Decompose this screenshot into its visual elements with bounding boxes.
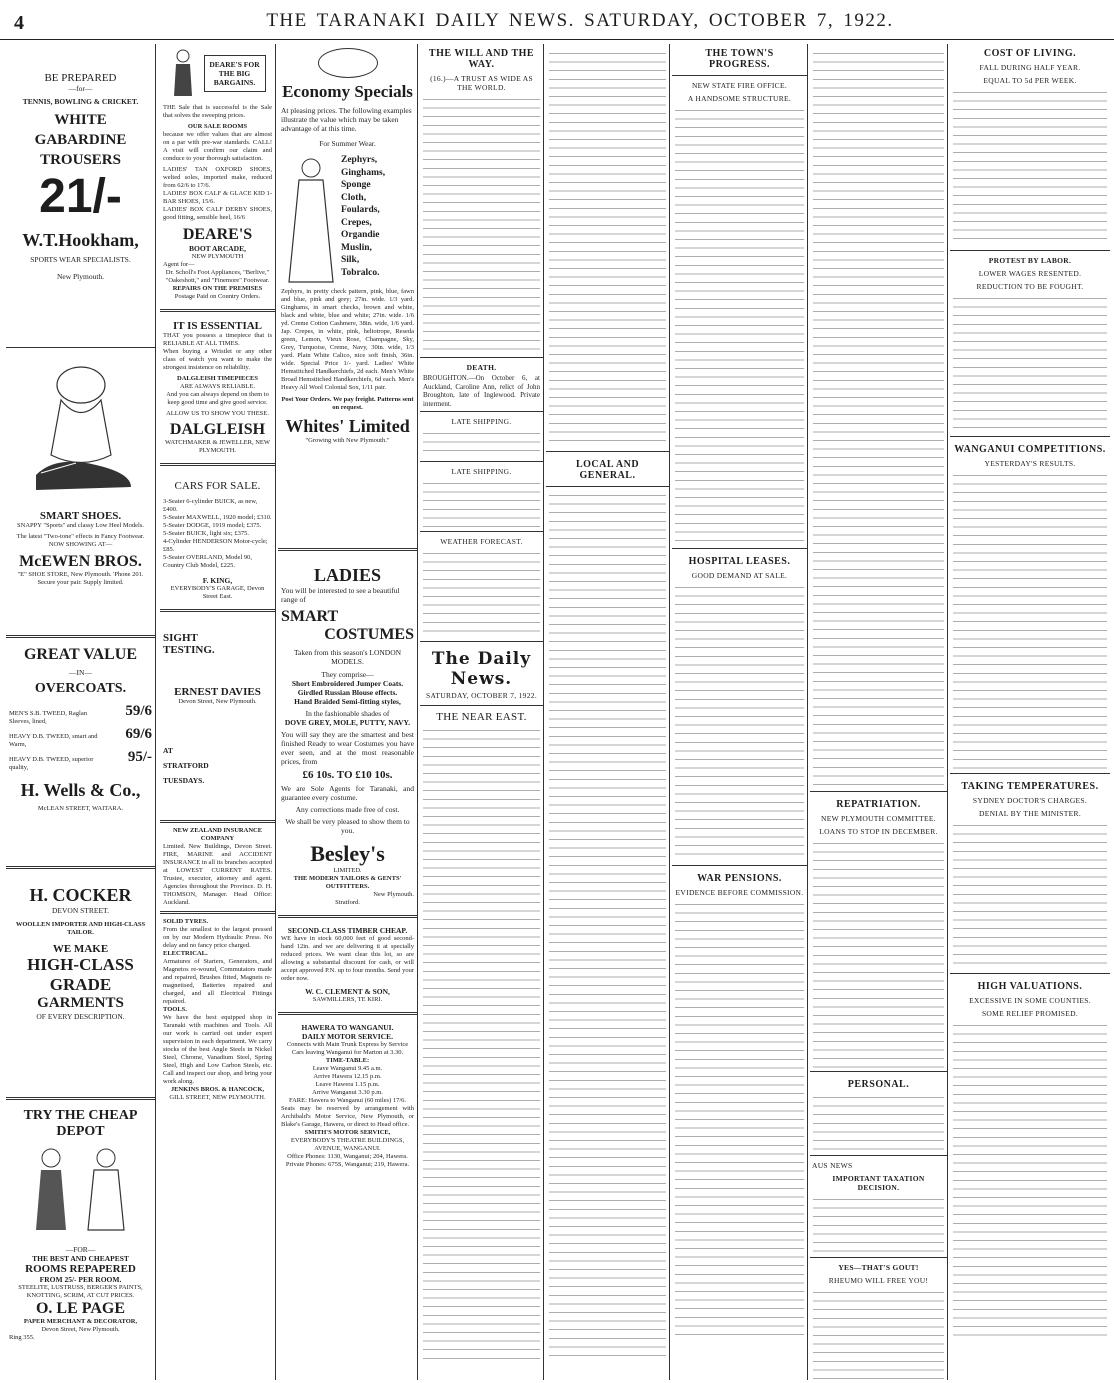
car-item: 5-Seater MAXWELL, 1920 model; £310. [163, 514, 272, 521]
taxation-title: IMPORTANT TAXATION DECISION. [832, 1174, 925, 1192]
ladies-title: LADIES [313, 565, 382, 585]
will-title: THE WILL AND THE WAY. [428, 48, 535, 70]
dalgleish-text2: When buying a Wristlet or any other class of watch you want to make the strongest insistence on reliability. [163, 348, 272, 371]
ladies-corrections: Any corrections made free of cost. [295, 805, 400, 814]
fabric-item: Cloth, [341, 192, 367, 203]
timber-ad [278, 922, 417, 1008]
hookham-name: W.T.Hookham, [22, 230, 139, 250]
temperatures-title: TAKING TEMPERATURES. [961, 781, 1099, 792]
hookham-line3: TENNIS, BOWLING & CRICKET. [22, 97, 139, 106]
smart-shoes-text2: The latest "Two-tone" effects in Fancy Footwear. NOW SHOWING AT— [16, 533, 145, 548]
daily-news-masthead: The Daily News. [431, 649, 532, 690]
fabric-item: Tobralco. [341, 267, 380, 278]
article-text [423, 725, 540, 1365]
besley-name: Besley's [310, 841, 385, 866]
late-shipping-title: LATE SHIPPING. [451, 467, 512, 477]
insurance-ad [160, 827, 275, 907]
will-subtitle: (16.)—A TRUST AS WIDE AS THE WORLD. [430, 74, 533, 92]
tyres-title: SOLID TYRES. [163, 918, 209, 925]
wells-ad [6, 642, 155, 862]
timber-title: SECOND-CLASS TIMBER CHEAP. [287, 926, 408, 935]
sight-name: ERNEST DAVIES [174, 686, 261, 698]
timber-name: W. C. CLEMENT & SON, [305, 987, 390, 996]
article-text [675, 105, 804, 545]
dalgleish-tag2: ARE ALWAYS RELIABLE. [180, 383, 255, 390]
car-item: 5-Seater OVERLAND, Model 90, Country Club Model, £225. [163, 554, 252, 569]
dalgleish-title: IT IS ESSENTIAL [172, 320, 263, 332]
sight-line2: TESTING. [163, 644, 215, 656]
costume-item: Hand Braided Semi-fitting styles, [294, 697, 401, 706]
overcoat-row [9, 703, 152, 726]
deare-rooms: OUR SALE ROOMS [187, 123, 248, 130]
costume-item: Short Embroidered Jumper Coats. [291, 679, 404, 688]
cost-of-living-title: COST OF LIVING. [983, 48, 1077, 59]
cocker-line2: GRADE [49, 975, 112, 994]
fabric-item: Silk, [341, 255, 360, 265]
column-3 [278, 44, 418, 1380]
ladies-colours: DOVE GREY, MOLE, PUTTY, NAVY. [284, 718, 411, 727]
hospital-subtitle: GOOD DEMAND AT SALE. [691, 571, 788, 580]
deare-postage: Postage Paid on Country Orders. [174, 293, 261, 300]
article-text [675, 582, 804, 862]
fabric-item: Ginghams, [341, 167, 386, 178]
late-shipping-title: LATE SHIPPING. [451, 417, 512, 427]
besley-ad [278, 555, 417, 911]
motor-private: Private Phones: 675S, Wanganui; 219, Hawera. [285, 1161, 410, 1168]
insurance-title: NEW ZEALAND INSURANCE COMPANY [172, 827, 263, 842]
cocker-name: H. COCKER [29, 885, 132, 905]
valuations-subtitle: EXCESSIVE IN SOME COUNTIES. [969, 996, 1091, 1005]
sight-address: Devon Street, New Plymouth. [178, 698, 257, 705]
motor-name: SMITH'S MOTOR SERVICE, [304, 1129, 391, 1136]
depot-price: FROM 25/- PER ROOM. [39, 1275, 122, 1284]
article-text [813, 1287, 944, 1380]
cocker-line1: HIGH-CLASS [27, 955, 134, 974]
column-1 [6, 44, 156, 1380]
depot-line3: STEELITE, LUSTRUSS, BERGER'S PAINTS, KNOTTING, SCRIM, AT CUT PRICES. [18, 1284, 143, 1299]
column-5 [546, 44, 670, 1380]
valuations-subtitle2: SOME RELIEF PROMISED. [981, 1009, 1079, 1018]
fabric-item: Crepes, [341, 217, 372, 228]
repatriation-subtitle: NEW PLYMOUTH COMMITTEE. [821, 814, 936, 823]
article-text [813, 838, 944, 1068]
dalgleish-tag: DALGLEISH TIMEPIECES [177, 375, 258, 382]
fabric-item: Organdie [341, 230, 380, 240]
besley-town2: Stratford. [335, 899, 360, 906]
cars-address: EVERYBODY'S GARAGE, Devon Street East. [170, 585, 265, 600]
wanganui-subtitle: YESTERDAY'S RESULTS. [984, 459, 1076, 468]
whites-logo [318, 48, 378, 78]
article-text [953, 820, 1107, 970]
article-text [549, 48, 666, 448]
fabric-item: Muslin, [341, 242, 372, 253]
overcoat-row [9, 726, 152, 749]
ladies-intro: You will be interested to see a beautiful range of [281, 586, 400, 604]
depot-trade: PAPER MERCHANT & DECORATOR, [23, 1318, 138, 1325]
deare-item: LADIES' BOX CALF DERBY SHOES, good fitting, sensible heel, 16/6 [163, 206, 272, 221]
article-text [423, 94, 540, 354]
deare-agent-text: Dr. Scholl's Foot Appliances, "Berlive," "Oakeshott," and "Finemore" Footwear. [165, 269, 270, 284]
deare-repairs: REPAIRS ON THE PREMISES [172, 285, 263, 292]
fabric-list [341, 154, 385, 284]
progress-title: THE TOWN'S PROGRESS. [705, 48, 774, 70]
depot-ad [6, 1104, 155, 1346]
gout-subtitle: RHEUMO WILL FREE YOU! [828, 1276, 929, 1285]
deare-agent: Agent for— [163, 261, 195, 268]
cocker-trade: WOOLLEN IMPORTER AND HIGH-CLASS TAILOR. [15, 921, 146, 936]
depot-line1: THE BEST AND CHEAPEST [32, 1254, 129, 1263]
article-text [953, 1020, 1107, 1340]
figure-illustration [281, 154, 341, 284]
weather-title: WEATHER FORECAST. [440, 537, 523, 547]
hookham-line1: BE PREPARED [44, 72, 117, 84]
whites-title: Economy Specials [282, 82, 413, 101]
wells-in: —IN— [69, 668, 92, 677]
war-pensions-title: WAR PENSIONS. [697, 873, 782, 884]
hospital-title: HOSPITAL LEASES. [688, 556, 791, 567]
depot-address: Devon Street, New Plymouth. [41, 1326, 120, 1333]
article-text [675, 899, 804, 1339]
overcoat-desc: HEAVY D.B. TWEED, smart and Warm, [9, 733, 98, 748]
timber-text: WE have in stock 60,000 feet of good second-hand 12in. and we are delivering it at specially reduced prices. We want clear this lot, so are allowing a substantial discount for cash, or will accept approved P.N. up to four months. Send your order now. [281, 935, 414, 982]
shoe-illustration [16, 355, 146, 505]
fabric-item: Sponge [341, 180, 371, 190]
whites-ad [278, 44, 417, 544]
electrical-text: Armatures of Starters, Generators, and Magnetos re-wound, Commutators made and repaired, Brushes fitted, Magnets re-magnetised, Batteries repaired and charged, and all Electrical Fittings repaired. [163, 958, 272, 1005]
motor-office: Office Phones: 1130, Wanganui; 204, Hawera. [287, 1153, 408, 1160]
insurance-text: Limited. New Buildings, Devon Street. FIRE, MARINE and ACCIDENT INSURANCE in all its branches accepted at LOWEST CURRENT RATES. Trustee, executor, attorney and agent. Agencies throughout the Province. D. H. THOMSON, Manager. Head Office: Auckland. [163, 843, 272, 906]
motor-address: EVERYBODY'S THEATRE BUILDINGS, AVENUE, WANGANUI. [290, 1137, 405, 1152]
hookham-trousers: WHITE GABARDINE TROUSERS [34, 112, 127, 168]
motor-title: HAWERA TO WANGANUI. [301, 1023, 394, 1032]
smart-shoes-ad [6, 351, 155, 631]
death-title: DEATH. [466, 363, 497, 372]
besley-town: New Plymouth. [373, 891, 414, 898]
whites-details: Zephyrs, in pretty check pattern, pink, blue, fawn and blue, pink and grey; 27in. wide. 1/3 yard. Ginghams, in smart checks, brown and white, black and white, blue and white; 27in. wide. 1/6 yd. Creme Cotton Cashmere, 38in. wide, 1/6 yard. Jap. Crepes, in white, pink, heliotrope, Reseda green, Lemon, Vieux Rose, Champagne, Sky, Grey, Turquoise, Creme, Navy, 30in. wide, 1/3 yard. Plain White Calico, nice soft finish, 36in. wide. Special Price 1/- yard. Ladies' White Hemstitched Handkerchiefs, 2d each. Men's White Broad Hemstitched Handkerchiefs, 6d each. Men's Heavy All Wool Colonial Sox, 1/11 pair. [281, 288, 414, 391]
cocker-ad [6, 873, 155, 1093]
motor-time: Arrive Hawera 12.15 p.m. [313, 1073, 382, 1080]
newspaper-masthead: THE TARANAKI DAILY NEWS. SATURDAY, OCTOBER 7, 1922. [266, 10, 894, 31]
besley-trade: THE MODERN TAILORS & GENTS' OUTFITTERS. [293, 875, 402, 890]
dalgleish-allow: ALLOW US TO SHOW YOU THESE. [166, 410, 269, 417]
overcoat-price: 95/- [127, 749, 152, 765]
personal-title: PERSONAL. [847, 1079, 910, 1090]
ladies-price: £6 10s. TO £10 10s. [302, 769, 393, 781]
gout-title: YES—THAT'S GOUT! [838, 1263, 919, 1272]
tools-title: TOOLS. [163, 1006, 187, 1013]
dalgleish-ad [160, 316, 275, 459]
fire-office-subtitle: A HANDSOME STRUCTURE. [687, 94, 792, 103]
protest-subtitle: LOWER WAGES RESENTED. [978, 269, 1082, 278]
wells-name: H. Wells & Co., [20, 780, 141, 800]
column-4 [420, 44, 544, 1380]
jenkins-name: JENKINS BROS. & HANCOCK, [170, 1086, 265, 1093]
motor-service: DAILY MOTOR SERVICE. [302, 1032, 393, 1041]
overcoat-desc: HEAVY D.B. TWEED, superior quality, [9, 756, 94, 771]
article-text [813, 1194, 944, 1254]
wells-overcoats: OVERCOATS. [34, 681, 127, 696]
cost-of-living-subtitle: FALL DURING HALF YEAR. [979, 63, 1081, 72]
car-item: 4-Cylinder HENDERSON Motor-cycle; £85. [163, 538, 268, 553]
page-header [0, 0, 1114, 40]
hookham-price: 21/- [39, 170, 122, 223]
timber-trade: SAWMILLERS, TE KIRI. [312, 996, 383, 1003]
deare-rooms-text: because we offer values that are almost on a par with pre-war standards. CALL! A visit will confirm our claim and conduce to your thorough satisfaction. [163, 131, 272, 162]
ladies-agents: We are Sole Agents for Taranaki, and guarantee every costume. [281, 784, 414, 802]
repatriation-title: REPATRIATION. [836, 799, 921, 810]
cocker-line3: GARMENTS [37, 995, 124, 1011]
electrical-title: ELECTRICAL. [163, 950, 208, 957]
depot-title: TRY THE CHEAP DEPOT [23, 1108, 138, 1139]
ladies-text: You will say they are the smartest and best finished Ready to wear Costumes you have ever seen, and at the most reasonable prices, from [281, 730, 414, 766]
page-number: 4 [14, 12, 24, 34]
deare-arcade: BOOT ARCADE, [189, 244, 246, 253]
near-east-title: THE NEAR EAST. [436, 711, 527, 724]
wanganui-title: WANGANUI COMPETITIONS. [954, 444, 1106, 455]
dalgleish-trade: WATCHMAKER & JEWELLER, NEW PLYMOUTH. [164, 439, 271, 454]
aus-news-title: AUS NEWS [812, 1161, 853, 1170]
motor-timetable: TIME-TABLE: [325, 1057, 370, 1064]
temperatures-subtitle: SYDNEY DOCTOR'S CHARGES. [972, 796, 1088, 805]
jenkins-address: GILL STREET, NEW PLYMOUTH. [169, 1094, 266, 1101]
mcewen-name: McEWEN BROS. [19, 553, 142, 570]
article-text [953, 87, 1107, 247]
cars-name: F. KING, [202, 576, 233, 585]
motor-ad [278, 1019, 417, 1173]
column-8 [950, 44, 1110, 1380]
depot-ring: Ring 355. [9, 1334, 35, 1341]
sight-place: STRATFORD [163, 761, 209, 770]
article-text [549, 490, 666, 1360]
tools-text: We have the best equipped shop in Taranaki with machines and Tools. All our work is carried out under expert supervision in each department. We carry stocks of the best Angle Steels in Nickel Steel, Chrome, Vanadium Steel, Spring Steel, High and Low Carbon Steels, etc. Call and inspect our shop, and bring your work along. [163, 1014, 272, 1085]
ladies-comprise: They comprise— [321, 670, 374, 679]
motor-seats: Seats may be reserved by arrangement with Archibald's Motor Service, New Plymouth, or Blake's Garage, Hawera, or direct to Head office. [281, 1105, 414, 1128]
overcoat-desc: MEN'S S.B. TWEED, Raglan Sleeves, lined, [9, 710, 87, 725]
editorial-date: SATURDAY, OCTOBER 7, 1922. [425, 691, 538, 701]
wells-title: GREAT VALUE [23, 646, 138, 663]
hookham-line2: —for— [68, 84, 93, 93]
deare-item: LADIES' BOX CALF & GLACE KID 1-BAR SHOES, 15/6. [163, 190, 272, 205]
overcoat-row [9, 749, 152, 772]
cocker-we-make: WE MAKE [52, 943, 109, 955]
column-6 [672, 44, 808, 1380]
deare-ad [160, 44, 275, 305]
whites-summer: For Summer Wear. [319, 139, 376, 148]
car-item: 5-Seater DODGE, 1919 model; £375. [163, 522, 262, 529]
sight-ad [160, 616, 275, 816]
overcoat-price: 59/6 [125, 703, 152, 719]
whites-post: Post Your Orders. We pay freight. Patterns sent on request. [281, 396, 414, 411]
smart-shoes-title: SMART SHOES. [39, 510, 122, 522]
ladies-taken: Taken from this season's LONDON MODELS. [293, 648, 402, 666]
column-2 [160, 44, 276, 1380]
cocker-street: DEVON STREET. [52, 906, 109, 915]
deare-item: LADIES' TAN OXFORD SHOES, welted soles, imported make, reduced from 62/6 to 17/6. [163, 166, 272, 189]
tyres-text: From the smallest to the largest pressed on by our Modern Hydraulic Press. No delay and no fancy price charged. [163, 926, 272, 949]
cost-of-living-subtitle2: EQUAL TO 5d PER WEEK. [983, 76, 1077, 85]
motor-time: Leave Hawera 1.15 p.m. [315, 1081, 380, 1088]
jenkins-ad [160, 918, 275, 1102]
wells-address: McLEAN STREET, WAITARA. [37, 805, 124, 812]
sight-at: AT [163, 746, 173, 755]
overcoat-price: 69/6 [125, 726, 152, 742]
fabric-item: Foulards, [341, 205, 380, 215]
deare-sign: DEARE'S FOR THE BIG BARGAINS. [204, 55, 266, 92]
deare-town: NEW PLYMOUTH [191, 253, 244, 260]
fire-office-title: NEW STATE FIRE OFFICE. [691, 81, 788, 90]
depot-for: —FOR— [65, 1245, 96, 1254]
motor-text: Connects with Main Trunk Express by Service Cars leaving Wanganui for Marton at 3.30. [286, 1041, 409, 1056]
hookham-town: New Plymouth. [56, 272, 105, 281]
ladies-costumes: COSTUMES [324, 626, 414, 643]
sight-day: TUESDAYS. [163, 776, 205, 785]
dalgleish-text: THAT you possess a timepiece that is RELIABLE AT ALL TIMES. [163, 332, 272, 347]
besley-limited: LIMITED. [333, 867, 362, 874]
article-text [423, 428, 540, 458]
article-text [813, 48, 944, 788]
column-7 [810, 44, 948, 1380]
deare-intro: THE Sale that is successful is the Sale that solves the sweeping prices. [163, 104, 272, 119]
local-general-title: LOCAL AND GENERAL. [575, 459, 640, 481]
article-text [813, 1092, 944, 1152]
whites-name: Whites' Limited [285, 416, 410, 436]
smart-shoes-text: SNAPPY "Sports" and classy Low Heel Models. [17, 522, 144, 529]
depot-line2: ROOMS REPAPERED [25, 1263, 136, 1275]
ladies-shades: In the fashionable shades of [305, 709, 390, 718]
motor-time: Arrive Wanganui 3.30 p.m. [312, 1089, 383, 1096]
sight-line1: SIGHT [163, 632, 198, 644]
war-pensions-subtitle: EVIDENCE BEFORE COMMISSION. [675, 888, 804, 897]
whites-intro: At pleasing prices. The following examples illustrate the value which may be taken advantage of at this time. [281, 106, 412, 133]
repatriation-subtitle2: LOANS TO STOP IN DECEMBER. [819, 827, 938, 836]
dalgleish-text3: And you can always depend on them to keep good time and give good service. [166, 391, 269, 406]
fabric-item: Zephyrs, [341, 155, 378, 165]
car-item: 5-Seater BUICK, light six; £375. [163, 530, 249, 537]
ladies-smart: SMART [281, 608, 339, 625]
mcewen-address: "E" SHOE STORE, New Plymouth. 'Phone 201. Secure your pair. Supply limited. [17, 571, 144, 586]
ladies-shall: We shall be very pleased to show them to you. [285, 817, 410, 835]
hookham-specialists: SPORTS WEAR SPECIALISTS. [30, 255, 131, 264]
whites-tagline: "Growing with New Plymouth." [305, 437, 390, 444]
dalgleish-name: DALGLEISH [169, 421, 266, 438]
article-text [423, 478, 540, 528]
car-item: 3-Seater 6-cylinder BUICK, as new, £400. [163, 498, 258, 513]
figures-illustration [16, 1140, 146, 1240]
motor-fare: FARE: Hawera to Wanganui (60 miles) 17/6. [288, 1097, 407, 1104]
valuations-title: HIGH VALUATIONS. [977, 981, 1083, 992]
temperatures-subtitle2: DENIAL BY THE MINISTER. [978, 809, 1082, 818]
costume-item: Girdled Russian Blouse effects. [297, 688, 398, 697]
cars-title: CARS FOR SALE. [174, 480, 261, 492]
depot-name: O. LE PAGE [35, 1300, 126, 1317]
figure-illustration [168, 48, 198, 98]
death-notice: BROUGHTON.—On October 6, at Auckland, Caroline Ann, relict of John Broughton, late of Inglewood. Private interment. [423, 374, 540, 408]
article-text [953, 293, 1107, 433]
cars-ad [160, 470, 275, 605]
motor-time: Leave Wanganui 9.45 a.m. [312, 1065, 383, 1072]
article-text [423, 548, 540, 638]
cocker-line4: OF EVERY DESCRIPTION. [36, 1012, 125, 1021]
hookham-ad [6, 44, 155, 344]
protest-title: PROTEST BY LABOR. [988, 256, 1072, 265]
deare-name: DEARE'S [182, 226, 253, 243]
article-text [953, 470, 1107, 770]
protest-subtitle2: REDUCTION TO BE FOUGHT. [976, 282, 1084, 291]
